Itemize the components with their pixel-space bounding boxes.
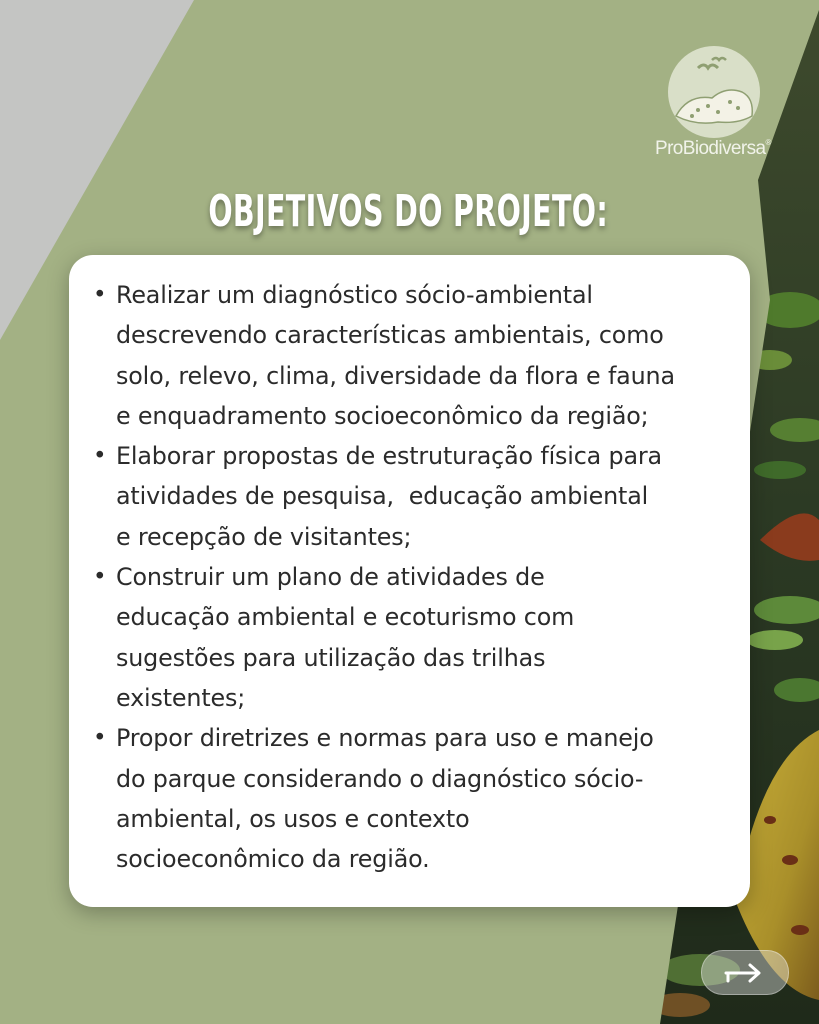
objective-line: Construir um plano de atividades de xyxy=(116,563,545,592)
objective-line: do parque considerando o diagnóstico sócio- xyxy=(116,764,644,793)
objective-item xyxy=(90,718,730,879)
brand-name-text: ProBiodiversa xyxy=(655,138,766,159)
objective-item xyxy=(90,557,730,718)
objective-line: ambiental, os usos e contexto xyxy=(116,804,470,833)
objective-item xyxy=(90,275,730,436)
objective-item xyxy=(90,436,730,557)
objective-line: e enquadramento socioeconômico da região; xyxy=(116,401,649,430)
objective-line: atividades de pesquisa, educação ambiental xyxy=(116,482,649,511)
registered-mark: ® xyxy=(765,138,771,147)
brand-logo xyxy=(650,46,790,166)
objective-line: educação ambiental e ecoturismo com xyxy=(116,603,575,632)
objective-line: Propor diretrizes e normas para uso e manejo xyxy=(116,724,654,753)
objective-line: existentes; xyxy=(116,683,246,712)
objective-line: e recepção de visitantes; xyxy=(116,522,412,551)
objective-line: sugestões para utilização das trilhas xyxy=(116,643,546,672)
bullet-icon: • xyxy=(93,282,107,308)
bullet-icon: • xyxy=(93,443,107,470)
objectives-card xyxy=(69,255,750,907)
objective-line: socioeconômico da região. xyxy=(116,845,430,874)
bullet-icon: • xyxy=(93,564,107,591)
objective-line: Elaborar propostas de estruturação física para xyxy=(116,442,662,471)
bullet-icon: • xyxy=(93,725,107,752)
page-title: OBJETIVOS DO PROJETO: xyxy=(208,186,609,237)
arrow-right-icon xyxy=(724,961,766,985)
objective-line: Realizar um diagnóstico sócio-ambiental xyxy=(116,281,593,309)
brand-name xyxy=(655,138,795,160)
jaguar-logo-icon xyxy=(668,46,760,138)
objective-line: solo, relevo, clima, diversidade da flora e fauna xyxy=(116,361,675,390)
next-slide-button[interactable] xyxy=(701,950,789,995)
objectives-list xyxy=(90,275,730,879)
objective-line: descrevendo características ambientais, como xyxy=(116,321,664,350)
